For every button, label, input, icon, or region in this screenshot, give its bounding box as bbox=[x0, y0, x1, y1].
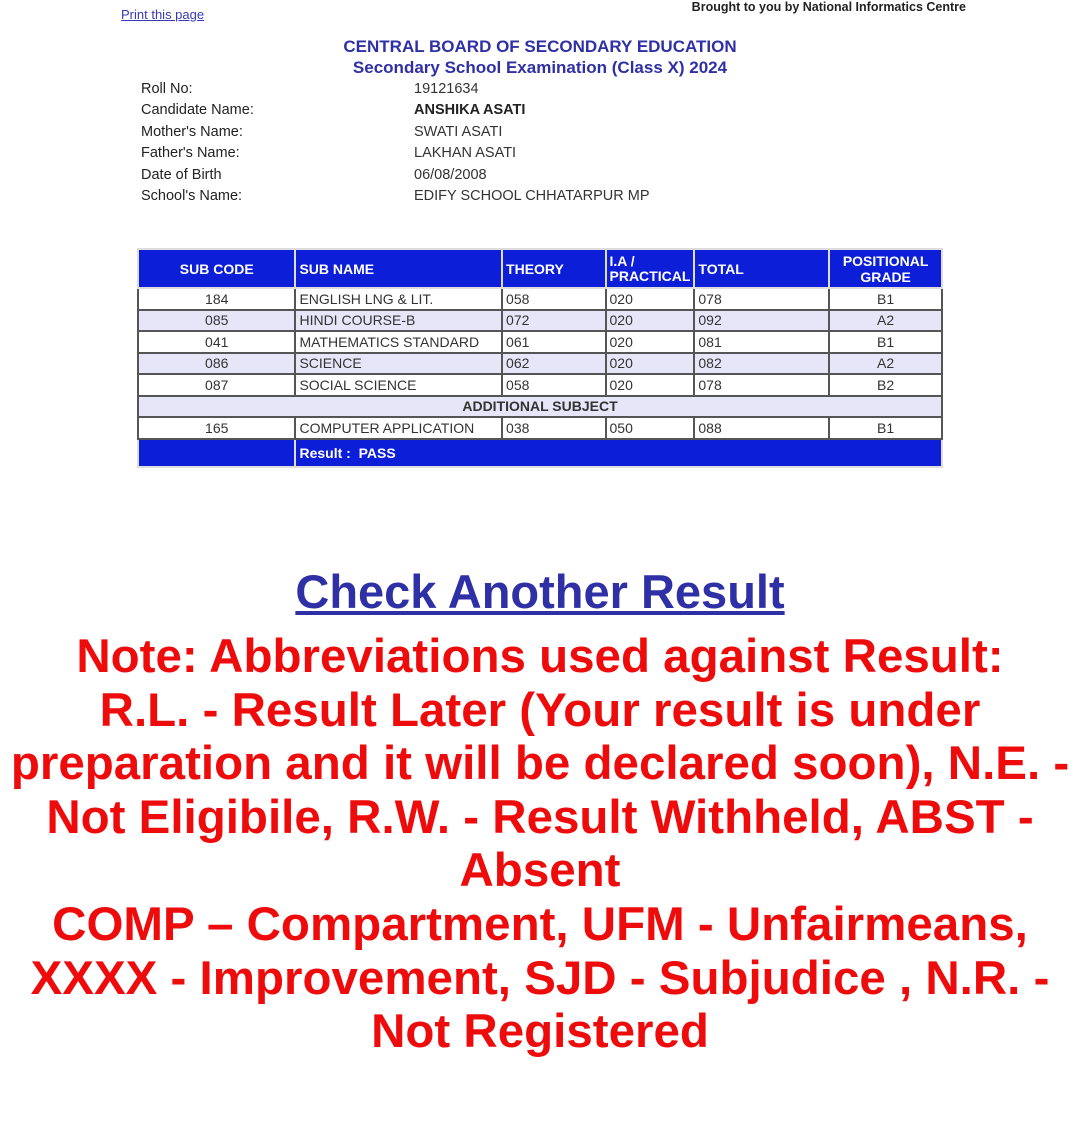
candidate-name-row bbox=[141, 100, 841, 121]
sub-name-cell: MATHEMATICS STANDARD bbox=[295, 331, 502, 353]
board-name: CENTRAL BOARD OF SECONDARY EDUCATION bbox=[343, 37, 737, 56]
school-name-row bbox=[141, 186, 841, 207]
header-sub-code: SUB CODE bbox=[138, 249, 295, 288]
sub-code-cell: 184 bbox=[138, 288, 295, 310]
theory-cell: 038 bbox=[502, 417, 605, 439]
table-row bbox=[138, 288, 942, 310]
header-practical-line2: PRACTICAL bbox=[609, 267, 691, 284]
sub-code-cell: 085 bbox=[138, 310, 295, 332]
grade-cell: A2 bbox=[829, 353, 942, 375]
total-cell: 078 bbox=[694, 374, 829, 396]
result-spacer bbox=[138, 439, 295, 467]
candidate-name-value: ANSHIKA ASATI bbox=[414, 102, 526, 119]
father-name-row bbox=[141, 143, 841, 164]
candidate-info bbox=[141, 79, 841, 207]
theory-cell: 062 bbox=[502, 353, 605, 375]
header-practical bbox=[606, 249, 695, 288]
result-row bbox=[138, 439, 942, 467]
grade-cell: B1 bbox=[829, 331, 942, 353]
header-grade bbox=[829, 249, 942, 288]
father-name-value: LAKHAN ASATI bbox=[414, 145, 517, 162]
note-line-1: Note: Abbreviations used against Result: bbox=[76, 630, 1004, 683]
mother-name-value: SWATI ASATI bbox=[414, 123, 503, 140]
theory-cell: 058 bbox=[502, 374, 605, 396]
header-practical-line1: I.A / bbox=[609, 252, 635, 269]
total-cell: 081 bbox=[694, 331, 829, 353]
total-cell: 078 bbox=[694, 288, 829, 310]
practical-cell: 050 bbox=[606, 417, 695, 439]
total-cell: 082 bbox=[694, 353, 829, 375]
additional-subject-label: ADDITIONAL SUBJECT bbox=[138, 396, 942, 418]
total-cell: 088 bbox=[694, 417, 829, 439]
exam-name: Secondary School Examination (Class X) 2024 bbox=[352, 58, 728, 77]
roll-row bbox=[141, 79, 841, 100]
header-grade-line2: GRADE bbox=[860, 268, 911, 285]
table-header-row bbox=[138, 249, 942, 288]
credit-text: Brought to you by National Informatics Centre bbox=[691, 0, 966, 14]
school-name-value: EDIFY SCHOOL CHHATARPUR MP bbox=[414, 187, 650, 204]
grade-cell: A2 bbox=[829, 310, 942, 332]
practical-cell: 020 bbox=[606, 331, 695, 353]
result-label: Result : bbox=[299, 444, 351, 461]
abbreviation-note bbox=[10, 630, 1070, 1059]
grade-cell: B2 bbox=[829, 374, 942, 396]
practical-cell: 020 bbox=[606, 310, 695, 332]
theory-cell: 072 bbox=[502, 310, 605, 332]
print-page-link[interactable]: Print this page bbox=[121, 7, 205, 22]
mother-name-label: Mother's Name: bbox=[141, 123, 243, 140]
dob-value: 06/08/2008 bbox=[414, 166, 487, 183]
sub-code-cell: 165 bbox=[138, 417, 295, 439]
sub-code-cell: 086 bbox=[138, 353, 295, 375]
theory-cell: 061 bbox=[502, 331, 605, 353]
sub-name-cell: COMPUTER APPLICATION bbox=[295, 417, 502, 439]
sub-name-cell: HINDI COURSE-B bbox=[295, 310, 502, 332]
table-row bbox=[138, 417, 942, 439]
sub-name-cell: SOCIAL SCIENCE bbox=[295, 374, 502, 396]
roll-label: Roll No: bbox=[141, 81, 193, 97]
grade-cell: B1 bbox=[829, 288, 942, 310]
table-row bbox=[138, 374, 942, 396]
grade-cell: B1 bbox=[829, 417, 942, 439]
sub-name-cell: ENGLISH LNG & LIT. bbox=[295, 288, 502, 310]
theory-cell: 058 bbox=[502, 288, 605, 310]
candidate-name-label: Candidate Name: bbox=[141, 102, 254, 119]
note-line-3: COMP – Compartment, UFM - Unfairmeans, XXXX - Improvement, SJD - Subjudice , N.R. - Not Registered bbox=[30, 897, 1050, 1059]
header-theory: THEORY bbox=[502, 249, 605, 288]
result-value: PASS bbox=[358, 444, 396, 461]
additional-subject-row bbox=[138, 396, 942, 418]
table-row bbox=[138, 331, 942, 353]
result-cell bbox=[295, 439, 942, 467]
practical-cell: 020 bbox=[606, 288, 695, 310]
marks-table bbox=[137, 248, 943, 468]
check-another-result-link[interactable]: Check Another Result bbox=[295, 565, 785, 618]
practical-cell: 020 bbox=[606, 353, 695, 375]
total-cell: 092 bbox=[694, 310, 829, 332]
table-row bbox=[138, 353, 942, 375]
header-sub-name: SUB NAME bbox=[295, 249, 502, 288]
dob-row bbox=[141, 165, 841, 186]
sub-name-cell: SCIENCE bbox=[295, 353, 502, 375]
sub-code-cell: 041 bbox=[138, 331, 295, 353]
dob-label: Date of Birth bbox=[141, 166, 222, 183]
school-name-label: School's Name: bbox=[141, 187, 243, 204]
board-heading bbox=[0, 36, 1080, 78]
sub-code-cell: 087 bbox=[138, 374, 295, 396]
check-another-result bbox=[0, 562, 1080, 622]
mother-name-row bbox=[141, 122, 841, 143]
father-name-label: Father's Name: bbox=[141, 145, 240, 162]
practical-cell: 020 bbox=[606, 374, 695, 396]
header-grade-line1: POSITIONAL bbox=[842, 252, 929, 269]
note-line-2: R.L. - Result Later (Your result is under preparation and it will be declared soon), N.E. - Not Eligibile, R.W. - Result Withheld, ABST - Absent bbox=[10, 683, 1070, 898]
table-row bbox=[138, 310, 942, 332]
roll-value: 19121634 bbox=[414, 81, 479, 97]
header-total: TOTAL bbox=[694, 249, 829, 288]
